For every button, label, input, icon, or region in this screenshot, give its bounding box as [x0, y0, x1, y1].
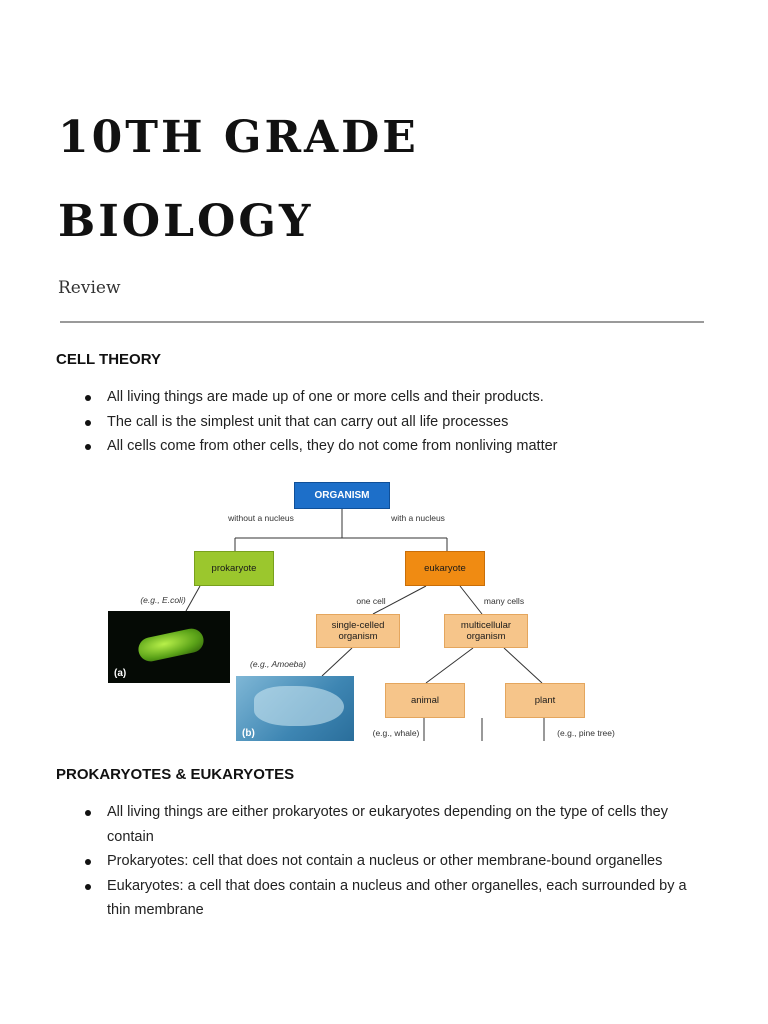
- amoeba-photo: [236, 676, 354, 741]
- node-single-celled-organism: single-celled organism: [316, 614, 400, 648]
- ecoli-photo: [108, 611, 230, 683]
- node-prokaryote: prokaryote: [194, 551, 274, 586]
- label-with-nucleus: with a nucleus: [391, 513, 445, 523]
- list-item: All living things are either prokaryotes or eukaryotes depending on the type of cells they contain: [80, 800, 700, 849]
- label-eg-amoeba: (e.g., Amoeba): [250, 659, 306, 669]
- node-multicellular-organism: multicellular organism: [444, 614, 528, 648]
- list-item: All cells come from other cells, they do not come from nonliving matter: [80, 434, 700, 459]
- label-without-nucleus: without a nucleus: [228, 513, 294, 523]
- cell-theory-list: [80, 385, 700, 459]
- label-one-cell: one cell: [356, 596, 386, 606]
- node-animal: animal: [385, 683, 465, 718]
- label-many-cells: many cells: [483, 596, 525, 606]
- list-item: Eukaryotes: a cell that does contain a nucleus and other organelles, each surrounded by a thin membrane: [80, 874, 700, 923]
- label-eg-whale: (e.g., whale): [372, 728, 420, 738]
- subtitle: Review: [58, 278, 121, 298]
- amoeba-illustration: [254, 686, 344, 726]
- node-organism: ORGANISM: [294, 482, 390, 509]
- horizontal-divider: [60, 321, 704, 323]
- label-eg-pine-tree: (e.g., pine tree): [557, 728, 615, 738]
- bacterium-illustration: [136, 626, 206, 663]
- title-line-2: BIOLOGY: [58, 196, 314, 247]
- list-item: All living things are made up of one or more cells and their products.: [80, 385, 700, 410]
- label-eg-ecoli: (e.g., E.coli): [140, 595, 186, 605]
- section-heading-prokaryotes-eukaryotes: PROKARYOTES & EUKARYOTES: [56, 766, 295, 783]
- list-item: The call is the simplest unit that can carry out all life processes: [80, 410, 700, 435]
- section-heading-cell-theory: CELL THEORY: [56, 351, 162, 368]
- node-plant: plant: [505, 683, 585, 718]
- node-eukaryote: eukaryote: [405, 551, 485, 586]
- photo-b-tag: (b): [242, 728, 255, 739]
- prokaryotes-eukaryotes-list: [80, 800, 700, 923]
- title-line-1: 10TH GRADE: [58, 112, 419, 163]
- organism-classification-diagram: [108, 476, 632, 741]
- photo-a-tag: (a): [114, 668, 127, 679]
- list-item: Prokaryotes: cell that does not contain a nucleus or other membrane-bound organelles: [80, 849, 700, 874]
